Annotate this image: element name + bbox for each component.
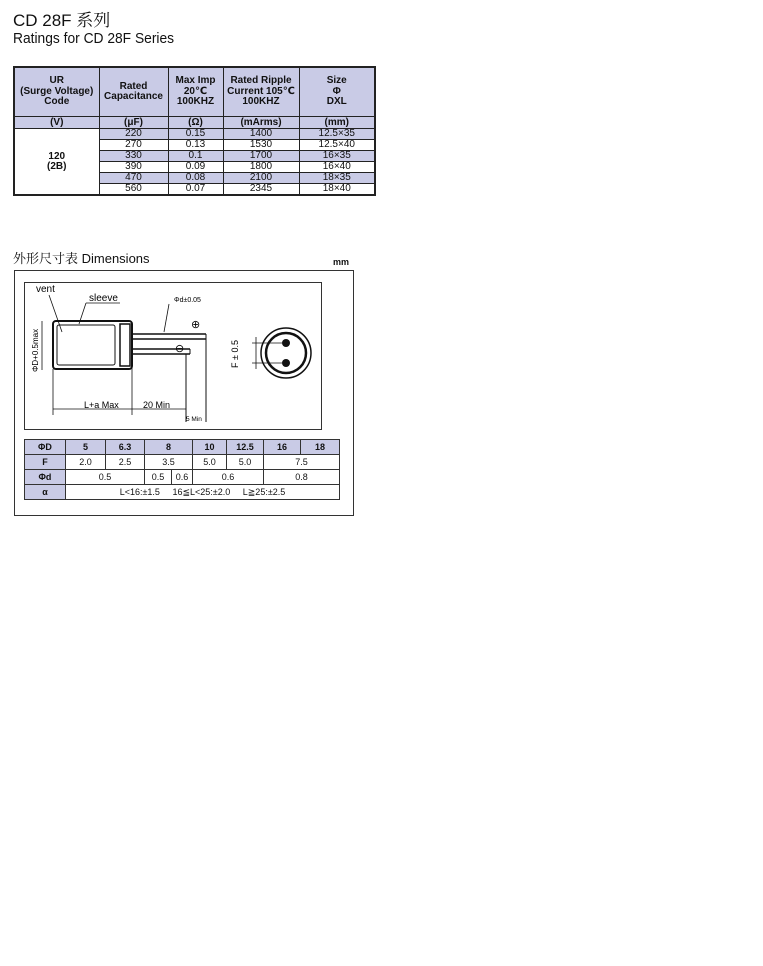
imp-cell: 0.09: [168, 162, 223, 173]
series-title-cn: CD 28F 系列: [13, 11, 111, 30]
phid-cell: 0.5: [145, 470, 172, 485]
imp-cell: 0.13: [168, 140, 223, 151]
phiD-cell: 12.5: [227, 440, 264, 455]
header-size: [299, 67, 375, 117]
cap-cell: 560: [99, 184, 168, 196]
header-ur-line2: (Surge Voltage): [20, 85, 94, 97]
f-label: F ± 0.5: [230, 340, 240, 368]
imp-cell: 0.1: [168, 151, 223, 162]
a-value: L<16:±1.5: [119, 486, 160, 497]
header-ripple: [223, 67, 299, 117]
F-cell: 5.0: [193, 455, 227, 470]
table-row: [25, 440, 340, 455]
phid-cell: 0.8: [264, 470, 340, 485]
ratings-table: [13, 66, 376, 196]
minus-symbol: ⊖: [175, 343, 185, 355]
phiD-cell: 10: [193, 440, 227, 455]
vent-label: vent: [36, 284, 55, 295]
size-cell: 18×35: [299, 173, 375, 184]
capacitor-drawing-box: [24, 282, 322, 430]
imp-cell: 0.07: [168, 184, 223, 196]
size-cell: 12.5×35: [299, 129, 375, 140]
sleeve-label: sleeve: [89, 293, 118, 304]
unit-capacitance: (μF): [99, 117, 168, 129]
header-ur-symbol: UR: [49, 75, 64, 87]
cap-cell: 470: [99, 173, 168, 184]
dimensions-unit: mm: [333, 257, 350, 267]
voltage-code: (2B): [47, 160, 67, 172]
a-row-label: α: [25, 485, 66, 500]
a-cell: [66, 485, 340, 500]
F-cell: 3.5: [145, 455, 193, 470]
five-min-label: 5 Min: [186, 416, 202, 423]
terminal-dot: [282, 359, 290, 367]
F-cell: 7.5: [264, 455, 340, 470]
capacitor-drawing: [24, 282, 322, 430]
dimensions-table: [24, 439, 340, 500]
table-row: [14, 129, 375, 140]
F-cell: 2.5: [106, 455, 145, 470]
header-size-line1: Size: [326, 75, 347, 87]
imp-cell: 0.08: [168, 173, 223, 184]
length-label: L+a Max: [84, 400, 119, 410]
cap-cell: 330: [99, 151, 168, 162]
header-size-line3: DXL: [326, 96, 347, 108]
table-row: [25, 470, 340, 485]
header-imp-line3: 100KHZ: [176, 96, 215, 108]
a-value: 16≦L<25:±2.0: [172, 486, 231, 497]
table-row: [25, 485, 340, 500]
lead-dia-leader: [164, 304, 169, 332]
phiD-cell: 16: [264, 440, 301, 455]
ripple-cell: 2345: [223, 184, 299, 196]
size-cell: 18×40: [299, 184, 375, 196]
terminal-dot: [282, 339, 290, 347]
size-cell: 12.5×40: [299, 140, 375, 151]
phiD-cell: 8: [145, 440, 193, 455]
cap-cell: 220: [99, 129, 168, 140]
header-imp-line2: 20℃: [183, 85, 208, 97]
F-cell: 5.0: [227, 455, 264, 470]
plus-symbol: ⊕: [191, 319, 201, 331]
series-title-en: Ratings for CD 28F Series: [13, 30, 175, 47]
phid-cell: 0.6: [193, 470, 264, 485]
lead-length-label: 20 Min: [143, 400, 171, 410]
imp-cell: 0.15: [168, 129, 223, 140]
ripple-cell: 2100: [223, 173, 299, 184]
voltage-value: 120: [48, 150, 66, 162]
phiD-cell: 5: [66, 440, 106, 455]
phiD-cell: 18: [301, 440, 340, 455]
table-row: [25, 455, 340, 470]
dimensions-title: 外形尺寸表 Dimensions: [13, 251, 150, 266]
unit-voltage: (V): [14, 117, 99, 129]
phiD-row-label: ΦD: [25, 440, 66, 455]
header-voltage: [14, 67, 99, 117]
lead-diameter-label: Φd±0.05: [174, 297, 201, 304]
voltage-code-cell: [14, 129, 99, 196]
F-cell: 2.0: [66, 455, 106, 470]
ripple-cell: 1530: [223, 140, 299, 151]
unit-ripple: (mArms): [223, 117, 299, 129]
header-ripple-line3: 100KHZ: [242, 96, 280, 108]
header-ripple-line1: Rated Ripple: [230, 75, 292, 87]
size-cell: 16×35: [299, 151, 375, 162]
phid-cell: 0.6: [172, 470, 193, 485]
a-value: L≧25:±2.5: [242, 486, 286, 497]
diameter-label: ΦD+0.5max: [31, 328, 40, 372]
unit-size: (mm): [299, 117, 375, 129]
ripple-cell: 1400: [223, 129, 299, 140]
header-imp-line1: Max Imp: [175, 75, 216, 87]
end-view-outer: [261, 328, 311, 378]
phid-row-label: Φd: [25, 470, 66, 485]
ratings-header-row: [14, 67, 375, 117]
header-size-line2: Φ: [332, 85, 341, 97]
ripple-cell: 1700: [223, 151, 299, 162]
header-impedance: [168, 67, 223, 117]
size-cell: 16×40: [299, 162, 375, 173]
ripple-cell: 1800: [223, 162, 299, 173]
header-ur-line3: Code: [44, 96, 70, 108]
cap-cell: 270: [99, 140, 168, 151]
header-ripple-line2: Current 105℃: [227, 85, 295, 97]
cap-cell: 390: [99, 162, 168, 173]
header-capacitance: [99, 67, 168, 117]
phid-cell: 0.5: [66, 470, 145, 485]
header-cap-line1: Rated: [119, 80, 148, 92]
header-cap-line2: Capacitance: [104, 91, 163, 102]
phiD-cell: 6.3: [106, 440, 145, 455]
F-row-label: F: [25, 455, 66, 470]
ratings-units-row: [14, 117, 375, 129]
unit-impedance: (Ω): [168, 117, 223, 129]
